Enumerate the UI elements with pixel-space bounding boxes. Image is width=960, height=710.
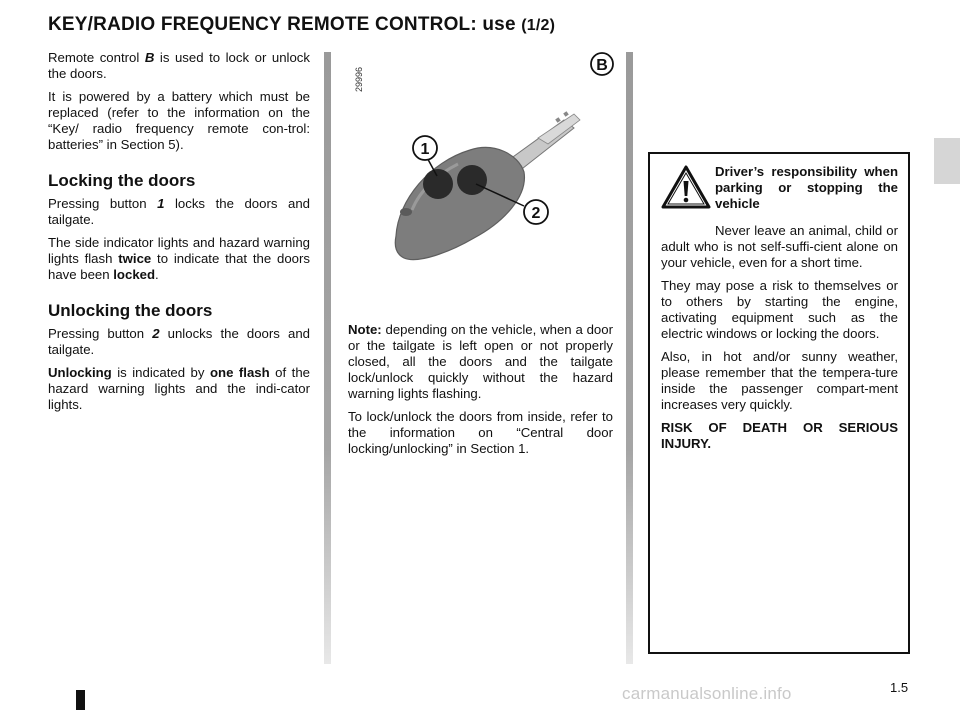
twice-bold: twice [118,251,152,266]
button-ref-2: 2 [152,326,160,341]
remote-key-illustration [338,50,620,302]
remote-control-figure [338,50,620,302]
page-title [48,14,555,36]
unlocking-paragraph-2 [48,365,310,413]
callout-2-label: 2 [531,205,541,222]
warning-header [661,164,898,219]
locking-p2-middle: to indicate that the doors have been [48,251,310,282]
locking-text: Pressing button [48,196,158,211]
unlocking-p2-middle: is indicated by [111,365,210,380]
locking-p2-end: . [155,267,159,282]
page-number: 1.5 [890,680,909,695]
locking-heading: Locking the doors [48,171,196,190]
figure-code: 29996 [354,66,364,92]
unlocking-heading: Unlocking the doors [48,301,213,320]
warning-triangle-icon [661,164,715,214]
title-main: KEY/RADIO FREQUENCY REMOTE CONTROL: use [48,14,516,35]
middle-column [348,322,613,464]
locking-p2-text: The side indicator lights and hazard warning lights flash [48,235,310,266]
locking-paragraph-2 [48,235,310,283]
intro-paragraph-1 [48,50,310,82]
warning-risk: RISK OF DEATH OR SERIOUS INJURY. [661,420,898,451]
warning-paragraph-3: Also, in hot and/or sunny weather, please remember that the tempera-ture inside the passenger compart-ment increases very quickly. [661,349,898,412]
note-text: depending on the vehicle, when a door or the tailgate is left open or not properly closed, all the doors and the tailgate lock/unlock quickly without the hazard warning lights flashing. [348,322,613,401]
button-ref-1: 1 [157,196,165,211]
corner-mark [76,690,85,710]
note-label: Note: [348,322,382,337]
locking-text-2: locks the doors and tailgate. [48,196,310,227]
intro-paragraph-2: It is powered by a battery which must be replaced (refer to the information on the “Key/ radio frequency remote con-trol: batteries” in Section 5). [48,89,310,152]
watermark: carmanualsonline.info [622,684,792,703]
section-tab [934,138,960,184]
one-flash-bold: one flash [209,365,270,380]
warning-title: Driver’s responsibility when parking or stopping the vehicle [715,164,898,211]
left-column [48,50,310,420]
warning-triangle-svg [661,164,711,210]
unlocking-text: Pressing button [48,326,153,341]
title-part: (1/2) [521,17,556,34]
fob-ring-hole [400,208,412,216]
warning-paragraph-1: Never leave an animal, child or adult who is not self-suffi-cient alone on your vehicle, even for a short time. [661,223,898,270]
remote-ref-b: B [144,50,155,65]
unlock-button [457,165,487,195]
lock-button [423,169,453,199]
locking-paragraph-1 [48,196,310,228]
locked-bold: locked [113,267,156,282]
intro-text: Remote control [48,50,145,65]
unlocking-bold: Unlocking [48,365,112,380]
intro-text-2: is used to lock or unlock the doors. [48,50,310,81]
figure-label-b: B [596,57,608,74]
unlocking-paragraph-1 [48,326,310,358]
central-locking-paragraph: To lock/unlock the doors from inside, refer to the information on “Central door locking/unlocking” in Section 1. [348,409,613,456]
warning-paragraph-2: They may pose a risk to themselves or to others by starting the engine, activating equipment such as the electric windows or locking the doors. [661,278,898,341]
callout-1-label: 1 [420,141,430,158]
unlocking-text-2: unlocks the doors and tailgate. [48,326,310,357]
column-divider-right [626,52,633,664]
note-paragraph [348,322,613,402]
column-divider-left [324,52,331,664]
warning-box [648,152,910,654]
unlocking-p2-end: of the hazard warning lights and the indi-cator lights. [48,365,310,412]
